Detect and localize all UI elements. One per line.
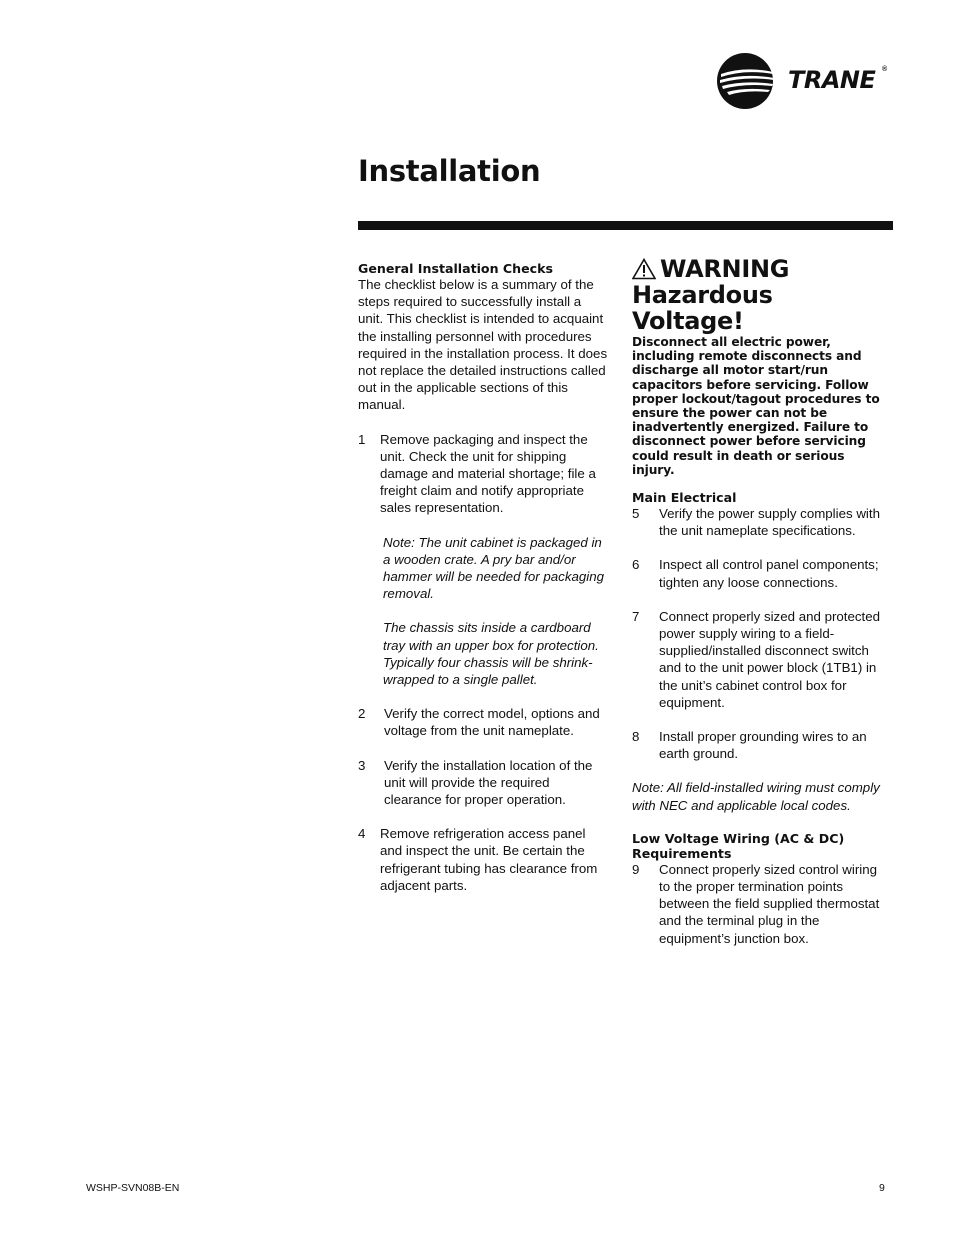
title-rule <box>358 221 893 230</box>
registered-mark: ® <box>882 66 888 73</box>
item-text: Remove packaging and inspect the unit. Check the unit for shipping damage and material shortage; file a freight claim and notify appropriate sales representation. <box>380 431 596 516</box>
item-text: Connect properly sized and protected power supply wiring to a field-supplied/installed disconnect switch and to the unit power block (1TB1) in the unit’s cabinet control box for equipment. <box>659 608 881 710</box>
item-number: 5 <box>632 506 640 522</box>
list-item <box>632 556 888 590</box>
warning-title-line1: Hazardous <box>632 281 773 309</box>
item-text: Remove refrigeration access panel and inspect the unit. Be certain the refrigerant tubing has clearance from adjacent parts. <box>380 826 598 893</box>
item-text: Inspect all control panel components; tighten any loose connections. <box>659 557 879 590</box>
item-text: Verify the power supply complies with the unit nameplate specifications. <box>659 506 880 539</box>
item-number: 1 <box>358 431 366 447</box>
item-text: Connect properly sized control wiring to the proper termination points between the field supplied thermostat and the terminal plug in the equipment’s junction box. <box>659 861 880 946</box>
general-checks-heading: General Installation Checks <box>358 261 554 276</box>
intro-paragraph: The checklist below is a summary of the steps required to successfully install a unit. This checklist is intended to acquaint the installing personnel with procedures required in the installation process. It does not replace the detailed instructions called out in the applicable sections of this manual. <box>358 277 608 413</box>
item-text: Install proper grounding wires to an earth ground. <box>659 729 867 762</box>
warning-body: Disconnect all electric power, including remote disconnects and discharge all motor start/run capacitors before servicing. Follow proper lockout/tagout procedures to ensure the power can not be inadvertently energized. Failure to disconnect power before servicing could result in death or serious injury. <box>632 335 880 477</box>
left-column <box>358 261 610 911</box>
item-number: 2 <box>358 706 366 722</box>
list-item <box>358 705 610 739</box>
brand-name: TRANE <box>788 66 876 94</box>
list-item <box>632 505 888 539</box>
footer-doc-id: WSHP-SVN08B-EN <box>86 1182 180 1194</box>
wiring-note: Note: All field-installed wiring must comply with NEC and applicable local codes. <box>632 780 880 813</box>
packaging-note: Note: The unit cabinet is packaged in a wooden crate. A pry bar and/or hammer will be needed for packaging removal. <box>383 534 605 602</box>
item-number: 8 <box>632 729 640 745</box>
item-text: Verify the installation location of the unit will provide the required clearance for proper operation. <box>384 757 593 808</box>
item-number: 7 <box>632 608 640 624</box>
right-column <box>632 256 888 964</box>
warning-title-line2: Voltage! <box>632 307 744 335</box>
item-number: 3 <box>358 757 366 773</box>
warning-label-line <box>632 256 888 282</box>
page-title: Installation <box>358 154 541 188</box>
list-item <box>632 728 888 762</box>
item-number: 4 <box>358 826 366 842</box>
low-voltage-heading: Low Voltage Wiring (AC & DC) Requirements <box>632 830 845 861</box>
list-item <box>358 431 610 517</box>
trane-logo <box>715 52 895 110</box>
list-item <box>632 608 888 711</box>
item-text: Verify the correct model, options and voltage from the unit nameplate. <box>384 706 600 739</box>
footer-page-number: 9 <box>879 1182 885 1194</box>
list-item <box>632 861 888 947</box>
item-number: 9 <box>632 861 640 877</box>
trane-logo-mark-icon <box>715 52 777 110</box>
item-number: 6 <box>632 557 640 573</box>
main-electrical-heading: Main Electrical <box>632 490 737 506</box>
warning-triangle-icon <box>632 258 656 280</box>
chassis-note: The chassis sits inside a cardboard tray with an upper box for protection. Typically four chassis will be shrink-wrapped to a single pallet. <box>383 620 599 688</box>
list-item <box>358 757 610 809</box>
warning-label: WARNING <box>660 255 790 283</box>
list-item <box>358 825 610 894</box>
